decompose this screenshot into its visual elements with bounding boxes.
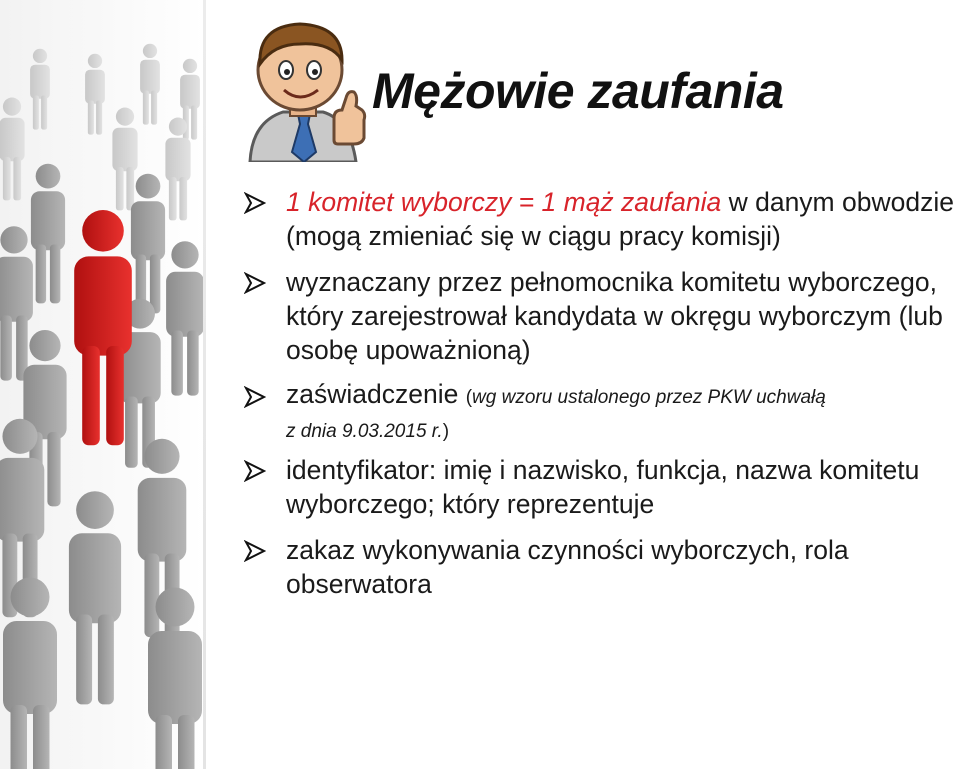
note-close-paren: ) (442, 421, 450, 442)
arrowhead-bullet-icon (244, 192, 266, 214)
bullet-item (244, 185, 958, 253)
bullet-item (244, 453, 958, 521)
slide-title: Mężowie zaufania (372, 63, 784, 119)
bullet-text: identyfikator: imię i nazwisko, funkcja, nazwa komitetu wyborczego; który reprezentuje (286, 455, 920, 519)
bullet-item (244, 265, 958, 367)
bullet-note-line2: z dnia 9.03.2015 r. (286, 421, 443, 442)
bullet-highlight: 1 komitet wyborczy = 1 mąż zaufania (286, 187, 722, 217)
bullet-list (244, 185, 958, 613)
arrowhead-bullet-icon (244, 386, 266, 408)
arrowhead-bullet-icon (244, 272, 266, 294)
bullet-text: w danym obwodzie (mogą zmieniać się w ciągu pracy komisji) (286, 187, 954, 251)
bullet-text: zakaz wykonywania czynności wyborczych, rola obserwatora (286, 535, 849, 599)
arrowhead-bullet-icon (244, 460, 266, 482)
thumbs-up-man-icon (238, 12, 368, 162)
bullet-text: zaświadczenie (286, 379, 466, 409)
crowd-illustration (0, 0, 205, 769)
bullet-item (244, 533, 958, 601)
bullet-note-line1: wg wzoru ustalonego przez PKW uchwałą (472, 387, 826, 408)
crowd-of-people-icon (0, 0, 205, 769)
left-divider (203, 0, 206, 769)
bullet-item (244, 379, 958, 447)
arrowhead-bullet-icon (244, 540, 266, 562)
note-open-paren: ( (465, 387, 473, 408)
bullet-text: wyznaczany przez pełnomocnika komitetu wyborczego, który zarejestrował kandydata w okręgu wyborczym (lub osobę upoważnioną) (286, 267, 943, 365)
